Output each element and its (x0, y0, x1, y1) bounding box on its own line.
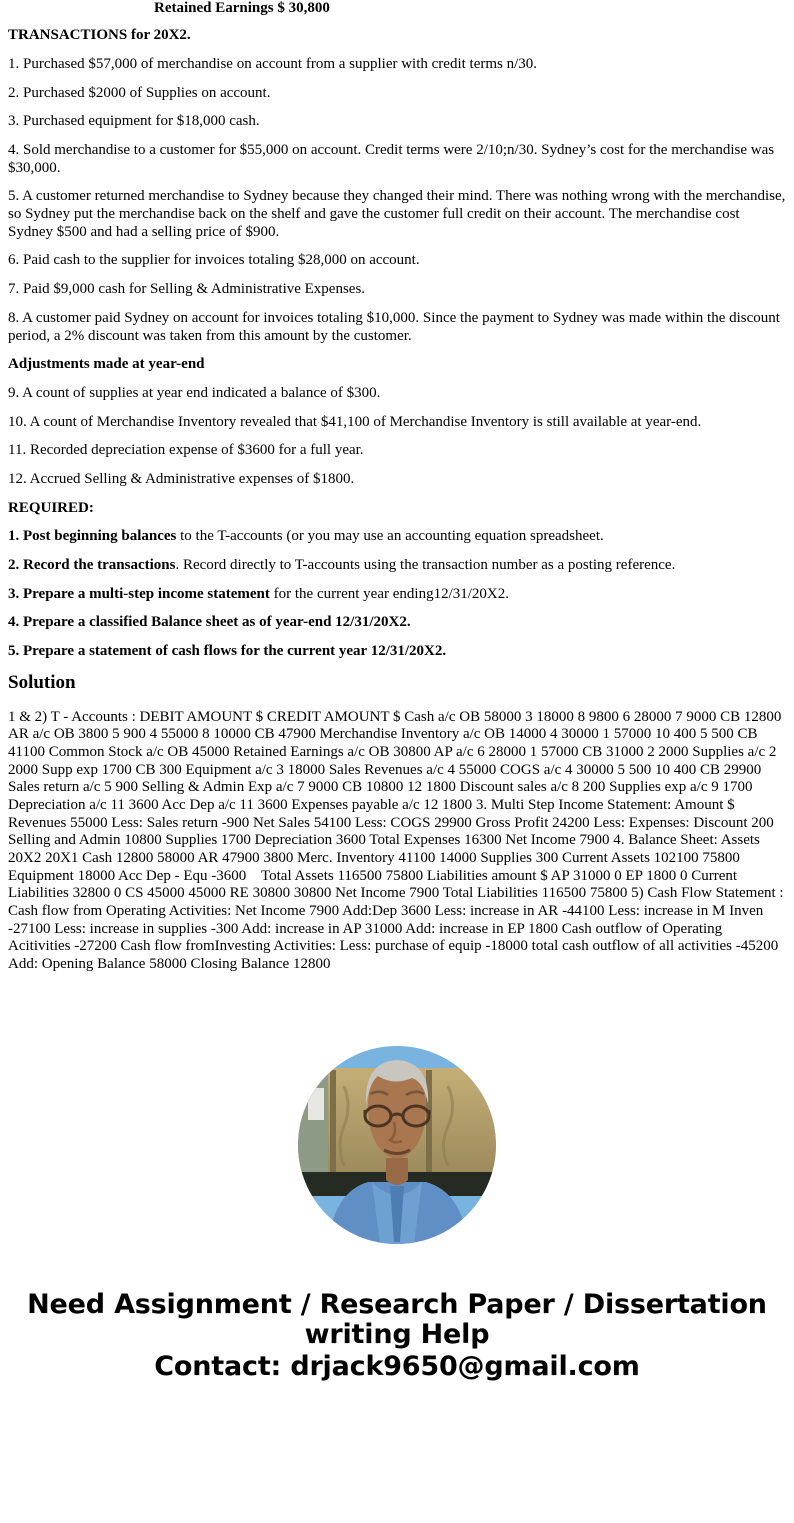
transaction-item: 6. Paid cash to the supplier for invoices totaling $28,000 on account. (8, 252, 420, 269)
required-item (8, 586, 786, 604)
promo-line-2: writing Help (304, 1319, 490, 1351)
solution-heading: Solution (8, 671, 76, 693)
adjustment-item: 11. Recorded depreciation expense of $3600 for a full year. (8, 442, 364, 459)
adjustment-item: 10. A count of Merchandise Inventory revealed that $41,100 of Merchandise Inventory is still available at year-end. (8, 413, 702, 430)
adjustment-item: 9. A count of supplies at year end indicated a balance of $300. (8, 384, 381, 401)
promo-block (8, 1290, 786, 1383)
required-item (8, 528, 786, 546)
avatar (298, 1046, 496, 1244)
adjustments-list (8, 385, 786, 489)
solution-body-text: 1 & 2) T - Accounts : DEBIT AMOUNT $ CREDIT AMOUNT $ Cash a/c OB 58000 3 18000 8 9800 6 28000 7 9000 CB 12800 AR a/c OB 3800 5 900 4 55000 8 10000 CB 47900 Merchandise Inventory a/c OB 14000 4 30000 1 57000 10 400 5 500 CB 41100 Common Stock a/c OB 45000 Retained Earnings a/c OB 30800 AP a/c 6 28000 1 57000 CB 31000 2 2000 Supplies a/c 2 2000 Supp exp 1700 CB 300 Equipment a/c 3 18000 Sales Revenues a/c 4 55000 COGS a/c 4 30000 5 500 10 400 CB 29900 Sales return a/c 5 900 Selling & Admin Exp a/c 7 9000 CB 10800 12 1800 Discount sales a/c 8 200 Supplies exp a/c 9 1700 Depreciation a/c 11 3600 Acc Dep a/c 11 3600 Expenses payable a/c 12 1800 3. Multi Step Income Statement: Amount $ Revenues 55000 Less: Sales return -900 Net Sales 54100 Less: COGS 29900 Gross Profit 24200 Less: Expenses: Discount 200 Selling and Admin 10800 Supplies 1700 Depreciation 3600 Total Expenses 16300 Net Income 7900 4. Balance Sheet: Assets 20X2 20X1 Cash 12800 58000 AR 47900 3800 Merc. Inventory 41100 14000 Supplies 300 Current Assets 102100 75800 Equipment 18000 Acc Dep - Equ -3600 Total Assets 116500 75800 Liabilities amount $ AP 31000 0 EP 1800 0 Current Liabilities 32800 0 CS 45000 45000 RE 30800 30800 Net Income 7900 Total Liabilities 116500 75800 5) Cash Flow Statement : Cash flow from Operating Activities: Net Income 7900 Add:Dep 3600 Less: increase in AR -44100 Less: increase in M Inven -27100 Less: increase in supplies -300 Add: increase in AP 31000 Add: increase in EP 1800 Cash outflow of Operating Acitivities -27200 Cash flow fromInvesting Activities: Less: purchase of equip -18000 total cash outflow of all activities -45200 Add: Opening Balance 58000 Closing Balance 12800 (8, 708, 788, 973)
portrait-photo-container (8, 1046, 786, 1244)
promo-line-1: Need Assignment / Research Paper / Dissertation (27, 1288, 767, 1320)
required-item-bold: 3. Prepare a multi-step income statement (8, 585, 270, 602)
transaction-item: 4. Sold merchandise to a customer for $55,000 on account. Credit terms were 2/10;n/30. Sydney’s cost for the merchandise was $30,000. (8, 142, 775, 176)
transactions-heading: TRANSACTIONS for 20X2. (8, 27, 191, 44)
required-item-rest: for the current year ending12/31/20X2. (269, 585, 509, 602)
transaction-item: 8. A customer paid Sydney on account for invoices totaling $10,000. Since the payment to Sydney was made within the discount period, a 2% discount was taken from this amount by the customer. (8, 309, 780, 344)
transaction-item: 5. A customer returned merchandise to Sydney because they changed their mind. There was nothing wrong with the merchandise, so Sydney put the merchandise back on the shelf and gave the customer full credit on their account. The merchandise cost Sydney $500 and had a selling price of $900. (8, 188, 786, 240)
required-heading: REQUIRED: (8, 499, 94, 516)
required-item (8, 614, 786, 632)
required-item (8, 557, 786, 575)
required-item-bold: 2. Record the transactions (8, 557, 176, 573)
adjustments-heading: Adjustments made at year-end (8, 356, 205, 373)
required-item-bold: 4. Prepare a classified Balance sheet as of year-end 12/31/20X2. (8, 614, 411, 631)
required-item (8, 643, 786, 661)
promo-contact: Contact: drjack9650@gmail.com (154, 1351, 640, 1383)
required-item-bold: 5. Prepare a statement of cash flows for the current year 12/31/20X2. (8, 643, 447, 660)
transactions-list (8, 56, 786, 345)
required-item-bold: 1. Post beginning balances (8, 528, 177, 545)
required-item-rest: to the T-accounts (or you may use an accounting equation spreadsheet. (176, 528, 604, 545)
adjustment-item: 12. Accrued Selling & Administrative expenses of $1800. (8, 470, 355, 487)
transaction-item: 2. Purchased $2000 of Supplies on account. (8, 84, 271, 101)
page-title: Retained Earnings $ 30,800 (154, 0, 330, 16)
required-list (8, 528, 786, 660)
transaction-item: 3. Purchased equipment for $18,000 cash. (8, 113, 260, 130)
transaction-item: 7. Paid $9,000 cash for Selling & Administrative Expenses. (8, 281, 366, 298)
transaction-item: 1. Purchased $57,000 of merchandise on account from a supplier with credit terms n/30. (8, 55, 538, 72)
required-item-rest: . Record directly to T-accounts using the transaction number as a posting reference. (175, 557, 676, 573)
